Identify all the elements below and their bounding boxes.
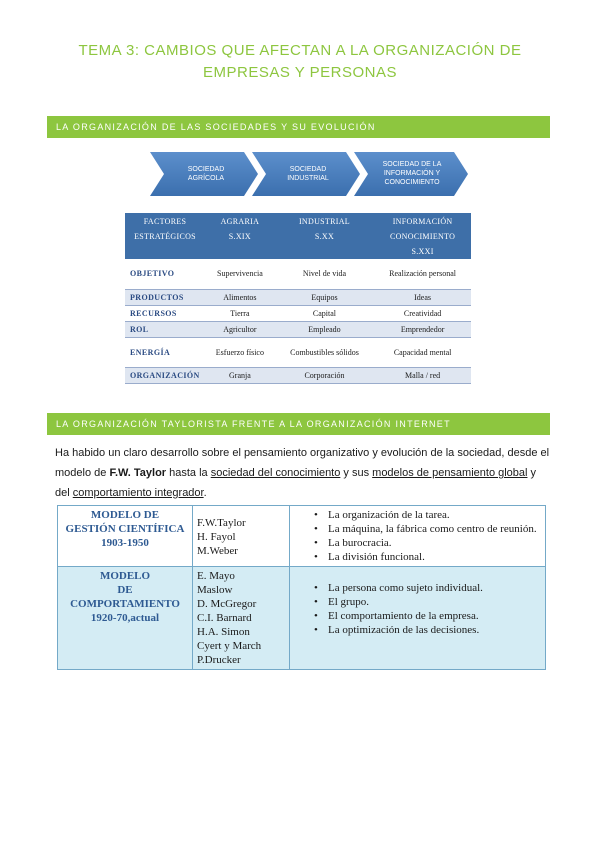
- list-item: • La división funcional.: [314, 550, 541, 564]
- link-comportamiento-integrador[interactable]: comportamiento integrador: [72, 487, 204, 499]
- table-row: [125, 259, 471, 289]
- cell-agraria: Tierra: [205, 305, 275, 321]
- intro-text: Ha habido un claro desarrollo sobre el pensamiento organizativo y evolución de la sociedad, desde el modelo de: [55, 447, 550, 479]
- table-row: [125, 289, 471, 305]
- page-title-line2: EMPRESAS Y PERSONAS: [202, 64, 397, 81]
- model-characteristics: [290, 567, 546, 670]
- table-row: [125, 305, 471, 321]
- cell-agraria: Esfuerzo físico: [205, 337, 275, 367]
- stage-arrow-agricola: [150, 152, 258, 196]
- table-row: [125, 367, 471, 383]
- model-row-gestion-cientifica: [58, 506, 546, 567]
- row-label: OBJETIVO: [125, 259, 205, 289]
- stage-industrial-line1: SOCIEDAD: [289, 166, 327, 173]
- intro-paragraph: [55, 443, 550, 503]
- page-title: [0, 40, 600, 84]
- cell-informacion: Malla / red: [374, 367, 471, 383]
- cell-industrial: Equipos: [275, 289, 374, 305]
- list-item: • La persona como sujeto individual.: [314, 581, 541, 595]
- intro-text: .: [203, 487, 207, 499]
- cell-agraria: Alimentos: [205, 289, 275, 305]
- table-row: [125, 321, 471, 337]
- cell-informacion: Capacidad mental: [374, 337, 471, 367]
- factors-header-row: [125, 213, 471, 259]
- link-sociedad-conocimiento[interactable]: sociedad del conocimiento: [210, 467, 341, 479]
- list-item: • La burocracia.: [314, 536, 541, 550]
- cell-agraria: Agricultor: [205, 321, 275, 337]
- row-label: ROL: [125, 321, 205, 337]
- stage-agricola-line1: SOCIEDAD: [187, 166, 225, 173]
- cell-informacion: Ideas: [374, 289, 471, 305]
- cell-informacion: Emprendedor: [374, 321, 471, 337]
- cell-industrial: Nivel de vida: [275, 259, 374, 289]
- intro-text: hasta la: [166, 467, 211, 479]
- stage-agricola-line2: AGRÍCOLA: [187, 175, 225, 182]
- list-item: • El grupo.: [314, 595, 541, 609]
- evolution-arrows: [150, 152, 470, 196]
- stage-informacion-line2: INFORMACIÓN Y: [383, 170, 441, 177]
- header-agraria: AGRARIA S.XIX: [205, 213, 275, 259]
- stage-arrow-industrial: [252, 152, 360, 196]
- model-authors: E. Mayo Maslow D. McGregor C.I. Barnard H.A. Simon Cyert y March P.Drucker: [193, 567, 290, 670]
- header-industrial: INDUSTRIAL S.XX: [275, 213, 374, 259]
- row-label: ENERGÍA: [125, 337, 205, 367]
- row-label: RECURSOS: [125, 305, 205, 321]
- header-informacion: INFORMACIÓN CONOCIMIENTO S.XXI: [374, 213, 471, 259]
- section-heading-sociedades: LA ORGANIZACIÓN DE LAS SOCIEDADES Y SU EVOLUCIÓN: [47, 116, 550, 138]
- cell-industrial: Combustibles sólidos: [275, 337, 374, 367]
- cell-informacion: Realización personal: [374, 259, 471, 289]
- cell-agraria: Supervivencia: [205, 259, 275, 289]
- model-title: MODELO DE GESTIÓN CIENTÍFICA 1903-1950: [58, 506, 193, 567]
- model-title: MODELO DE COMPORTAMIENTO 1920-70,actual: [58, 567, 193, 670]
- cell-industrial: Empleado: [275, 321, 374, 337]
- list-item: • La máquina, la fábrica como centro de reunión.: [314, 522, 541, 536]
- cell-industrial: Corporación: [275, 367, 374, 383]
- row-label: PRODUCTOS: [125, 289, 205, 305]
- cell-industrial: Capital: [275, 305, 374, 321]
- factors-table: [125, 213, 471, 384]
- models-table: [57, 505, 546, 670]
- stage-informacion-line1: SOCIEDAD DE LA: [382, 161, 442, 168]
- model-characteristics: [290, 506, 546, 567]
- intro-text: y del: [55, 467, 537, 499]
- intro-text: y sus: [340, 467, 373, 479]
- header-factores: FACTORES ESTRATÉGICOS: [125, 213, 205, 259]
- stage-arrow-informacion: [354, 152, 468, 196]
- model-row-comportamiento: [58, 567, 546, 670]
- table-row: [125, 337, 471, 367]
- link-pensamiento-global[interactable]: modelos de pensamiento global: [372, 467, 528, 479]
- cell-agraria: Granja: [205, 367, 275, 383]
- list-item: • El comportamiento de la empresa.: [314, 609, 541, 623]
- page-title-line1: TEMA 3: CAMBIOS QUE AFECTAN A LA ORGANIZACIÓN DE: [78, 42, 522, 59]
- stage-industrial-line2: INDUSTRIAL: [287, 175, 329, 182]
- row-label: ORGANIZACIÓN: [125, 367, 205, 383]
- cell-informacion: Creatividad: [374, 305, 471, 321]
- list-item: • La optimización de las decisiones.: [314, 623, 541, 637]
- taylor-name: F.W. Taylor: [109, 467, 167, 479]
- stage-informacion-line3: CONOCIMIENTO: [384, 179, 440, 186]
- section-heading-taylorista: LA ORGANIZACIÓN TAYLORISTA FRENTE A LA ORGANIZACIÓN INTERNET: [47, 413, 550, 435]
- list-item: • La organización de la tarea.: [314, 508, 541, 522]
- model-authors: F.W.Taylor H. Fayol M.Weber: [193, 506, 290, 567]
